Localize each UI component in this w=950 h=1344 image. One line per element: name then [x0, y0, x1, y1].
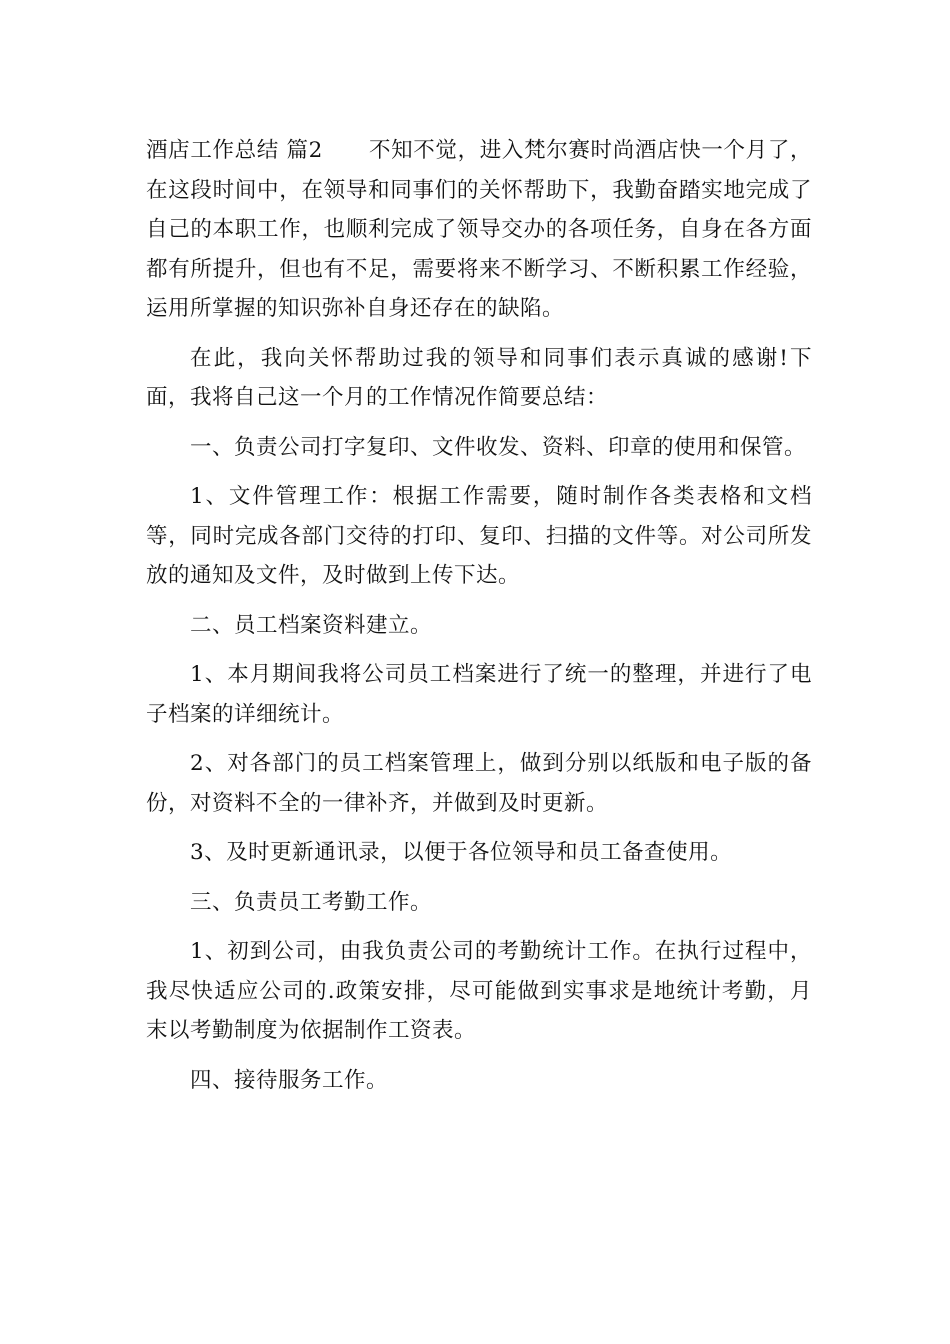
- paragraph: 1、文件管理工作：根据工作需要，随时制作各类表格和文档等，同时完成各部门交待的打印、复印、扫描的文件等。对公司所发放的通知及文件，及时做到上传下达。: [146, 484, 812, 588]
- document-body: [146, 131, 812, 1110]
- intro-paragraph: [146, 131, 812, 329]
- paragraph: 2、对各部门的员工档案管理上，做到分别以纸版和电子版的备份，对资料不全的一律补齐，并做到及时更新。: [146, 751, 812, 816]
- section-heading: 三、负责员工考勤工作。: [190, 889, 433, 915]
- section-heading: 四、接待服务工作。: [190, 1067, 389, 1093]
- paragraph-text: 不知不觉，进入梵尔赛时尚酒店快一个月了，在这段时间中，在领导和同事们的关怀帮助下，我勤奋踏实地完成了自己的本职工作，也顺利完成了领导交办的各项任务，自身在各方面都有所提升，但也有不足，需要将来不断学习、不断积累工作经验，运用所掌握的知识弥补自身还存在的缺陷。: [146, 138, 812, 321]
- paragraph: 1、本月期间我将公司员工档案进行了统一的整理，并进行了电子档案的详细统计。: [146, 662, 812, 727]
- paragraph: 3、及时更新通讯录，以便于各位领导和员工备查使用。: [190, 840, 733, 865]
- document-heading: 酒店工作总结 篇2: [146, 138, 323, 163]
- paragraph: 1、初到公司，由我负责公司的考勤统计工作。在执行过程中，我尽快适应公司的.政策安排，尽可能做到实事求是地统计考勤，月末以考勤制度为依据制作工资表。: [146, 939, 812, 1043]
- section-heading: 二、员工档案资料建立。: [190, 612, 433, 638]
- paragraph: 在此，我向关怀帮助过我的领导和同事们表示真诚的感谢!下面，我将自己这一个月的工作情况作简要总结：: [146, 345, 812, 410]
- section-heading: 一、负责公司打字复印、文件收发、资料、印章的使用和保管。: [190, 434, 807, 460]
